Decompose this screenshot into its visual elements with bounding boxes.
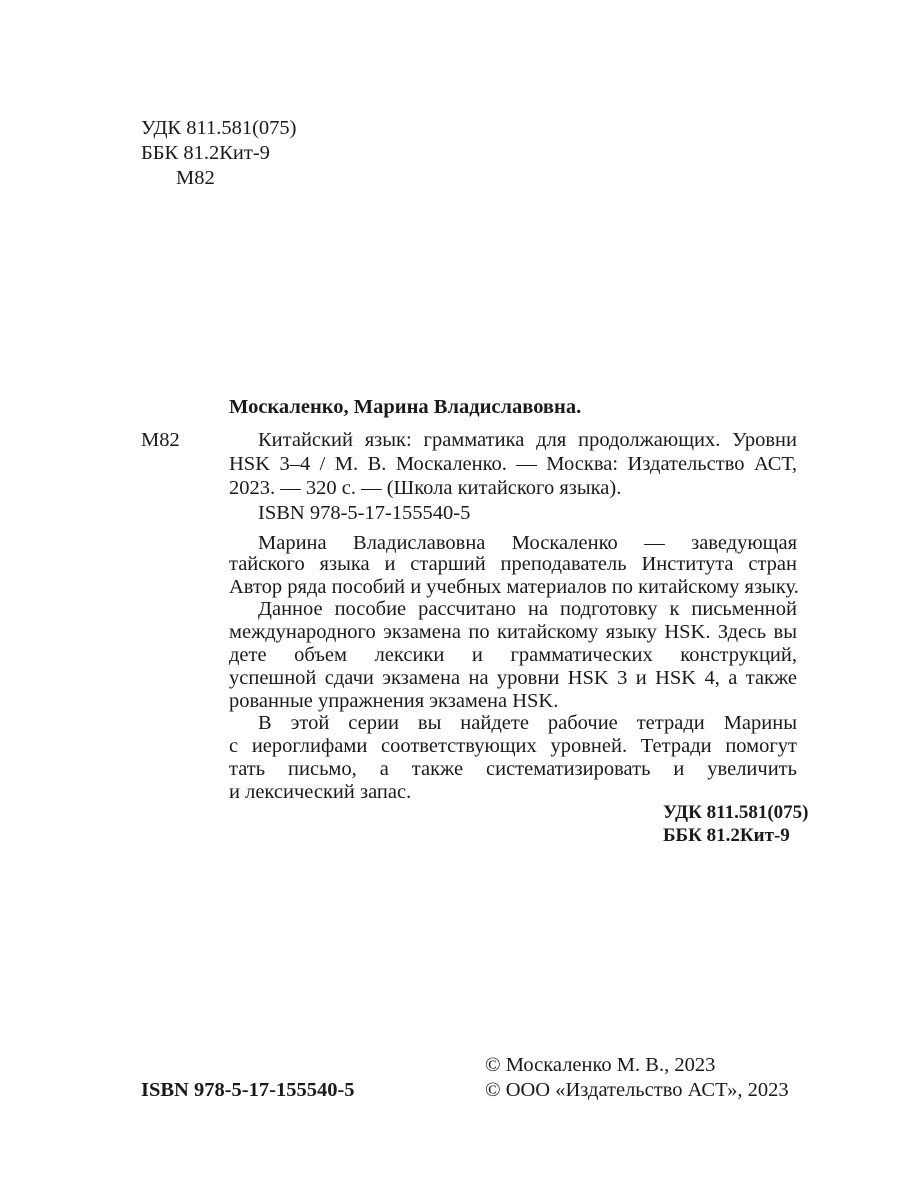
- para-line: международного экзамена по китайскому языку HSK. Здесь вы: [229, 621, 797, 643]
- para-line: Данное пособие рассчитано на подготовку к письменной: [258, 598, 797, 620]
- para-line: В этой серии вы найдете рабочие тетради Марины: [258, 712, 797, 734]
- record-bbk: ББК 81.2Кит-9: [663, 825, 790, 846]
- record-author-mark: М82: [141, 429, 180, 451]
- copyright-author: © Москаленко М. В., 2023: [485, 1054, 716, 1076]
- para-line: дете объем лексики и грамматических конструкций,: [229, 644, 797, 666]
- footer-isbn: ISBN 978-5-17-155540-5: [141, 1079, 355, 1101]
- title-line: HSK 3–4 / М. В. Москаленко. — Москва: Издательство АСТ,: [229, 453, 797, 475]
- para-line: с иероглифами соответствующих уровней. Тетради помогут: [229, 735, 797, 757]
- para-line: тайского языка и старший преподаватель Института стран: [229, 553, 797, 575]
- title-line: Китайский язык: грамматика для продолжающих. Уровни: [258, 429, 797, 451]
- record-isbn: ISBN 978-5-17-155540-5: [258, 502, 471, 524]
- udk-code: УДК 811.581(075): [141, 117, 297, 139]
- title-line: 2023. — 320 с. — (Школа китайского языка).: [229, 477, 622, 499]
- para-line: Марина Владиславовна Москаленко — заведующая: [258, 532, 797, 554]
- para-line: и лексический запас.: [229, 781, 412, 803]
- para-line: рованные упражнения экзамена HSK.: [229, 690, 559, 712]
- author-mark: М82: [176, 167, 215, 189]
- copyright-publisher: © ООО «Издательство АСТ», 2023: [485, 1079, 789, 1101]
- para-line: успешной сдачи экзамена на уровни HSK 3 и HSK 4, а также: [229, 667, 797, 689]
- record-udk: УДК 811.581(075): [663, 802, 809, 823]
- para-line: Автор ряда пособий и учебных материалов по китайскому языку.: [229, 576, 799, 598]
- bbk-code: ББК 81.2Кит-9: [141, 142, 270, 164]
- para-line: тать письмо, а также систематизировать и увеличить: [229, 758, 797, 780]
- record-heading: Москаленко, Марина Владиславовна.: [229, 396, 582, 418]
